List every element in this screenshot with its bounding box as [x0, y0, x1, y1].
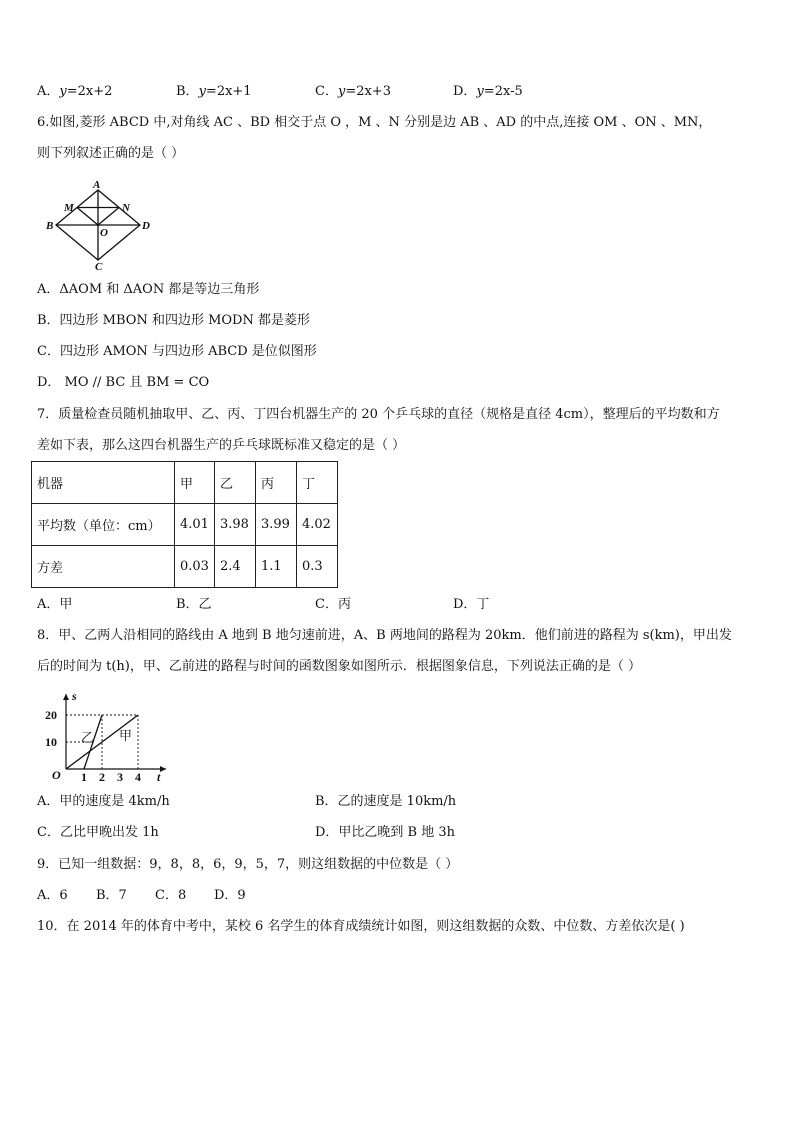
- q7-table: [31, 461, 338, 588]
- label-d: D: [142, 220, 150, 232]
- q6-text-line2: 则下列叙述正确的是（ ）: [37, 146, 185, 161]
- series-label-yi: 乙: [81, 730, 95, 745]
- table-cell: 3.99: [256, 504, 297, 546]
- table-cell: 丁: [297, 462, 338, 504]
- label-m: M: [64, 202, 74, 214]
- label-o: O: [100, 227, 108, 239]
- prev-option-a: A．y=2x+2: [37, 84, 113, 99]
- x-tick-3: 3: [117, 770, 123, 782]
- table-cell: 4.02: [297, 504, 338, 546]
- table-cell: 丙: [256, 462, 297, 504]
- distance-time-graph: [40, 690, 170, 782]
- table-cell: 3.98: [215, 504, 256, 546]
- series-label-jia: 甲: [119, 728, 133, 743]
- table-row: [32, 504, 338, 546]
- table-cell: 4.01: [175, 504, 215, 546]
- table-cell: 0.03: [175, 546, 215, 588]
- q6-text-line1: 6.如图,菱形 ABCD 中,对角线 AC 、BD 相交于点 O ，M 、N 分别是边 AB 、AD 的中点,连接 OM 、ON 、MN，: [37, 115, 712, 130]
- prev-option-d: D．y=2x-5: [453, 84, 523, 99]
- q9-text: 9．已知一组数据：9，8，8，6，9，5，7，则这组数据的中位数是（ ）: [37, 857, 459, 872]
- label-n: N: [122, 202, 130, 214]
- q7-option-b: B．乙: [176, 597, 212, 612]
- table-header-row: [32, 462, 338, 504]
- q7-text-line1: 7．质量检查员随机抽取甲、乙、丙、丁四台机器生产的 20 个乒乓球的直径（规格是直径 4cm），整理后的平均数和方: [37, 407, 720, 422]
- label-b: B: [46, 220, 54, 232]
- x-tick-1: 1: [81, 770, 87, 782]
- table-cell: 方差: [32, 546, 175, 588]
- q6-option-a: A．ΔAOM 和 ΔAON 都是等边三角形: [37, 282, 260, 297]
- q7-text-line2: 差如下表，那么这四台机器生产的乒乓球既标准又稳定的是（ ）: [37, 438, 406, 453]
- x-tick-4: 4: [135, 770, 141, 782]
- q7-option-c: C．丙: [315, 597, 351, 612]
- table-cell: 平均数（单位：cm）: [32, 504, 175, 546]
- q8-text-line1: 8．甲、乙两人沿相同的路线由 A 地到 B 地匀速前进，A、B 两地间的路程为 20km．他们前进的路程为 s(km)，甲出发: [37, 628, 732, 643]
- q8-option-a: A．甲的速度是 4km/h: [37, 794, 170, 809]
- q9-option-a: A．6: [37, 888, 68, 903]
- y-tick-20: 20: [45, 708, 57, 722]
- q8-option-d: D．甲比乙晚到 B 地 3h: [315, 825, 456, 840]
- table-cell: 0.3: [297, 546, 338, 588]
- prev-option-b: B．y=2x+1: [176, 84, 252, 99]
- x-tick-2: 2: [99, 770, 105, 782]
- q10-text: 10．在 2014 年的体育中考中，某校 6 名学生的体育成绩统计如图，则这组数据的众数、中位数、方差依次是( ): [37, 919, 685, 934]
- q8-option-c: C．乙比甲晚出发 1h: [37, 825, 159, 840]
- table-cell: 机器: [32, 462, 175, 504]
- q8-text-line2: 后的时间为 t(h)，甲、乙前进的路程与时间的函数图象如图所示．根据图象信息，下列说法正确的是（ ）: [37, 659, 642, 674]
- q6-option-b: B．四边形 MBON 和四边形 MODN 都是菱形: [37, 313, 310, 328]
- table-cell: 甲: [175, 462, 215, 504]
- table-row: [32, 546, 338, 588]
- origin-label: O: [52, 768, 61, 782]
- q9-option-d: D．9: [214, 888, 246, 903]
- q7-option-a: A．甲: [37, 597, 73, 612]
- q6-option-c: C．四边形 AMON 与四边形 ABCD 是位似图形: [37, 344, 317, 359]
- table-cell: 2.4: [215, 546, 256, 588]
- rhombus-figure: [40, 180, 160, 270]
- y-tick-10: 10: [45, 735, 57, 749]
- table-cell: 1.1: [256, 546, 297, 588]
- prev-option-c: C．y=2x+3: [315, 84, 391, 99]
- q6-option-d: D． MO // BC 且 BM = CO: [37, 375, 210, 390]
- q7-option-d: D．丁: [453, 597, 490, 612]
- q8-option-b: B．乙的速度是 10km/h: [315, 794, 457, 809]
- q9-option-c: C．8: [155, 888, 187, 903]
- label-a: A: [93, 180, 101, 191]
- axis-label-s: s: [72, 690, 77, 703]
- label-c: C: [95, 261, 103, 270]
- q9-option-b: B．7: [96, 888, 127, 903]
- table-cell: 乙: [215, 462, 256, 504]
- axis-label-t: t: [157, 770, 161, 782]
